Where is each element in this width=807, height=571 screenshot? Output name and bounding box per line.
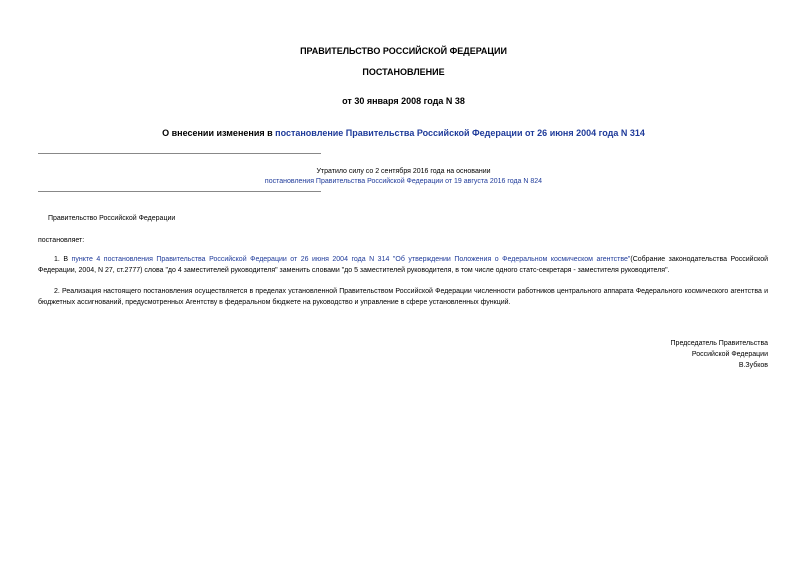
doc-date: от 30 января 2008 года N 38 [342,96,465,106]
header-org: ПРАВИТЕЛЬСТВО РОССИЙСКОЙ ФЕДЕРАЦИИ [300,46,507,56]
item-1 [38,254,768,276]
bottom-divider [38,191,321,192]
item-1-prefix: 1. В [54,256,72,263]
decrees: постановляет: [38,237,85,244]
doc-type: ПОСТАНОВЛЕНИЕ [362,67,445,77]
sign-title-line-2: Российской Федерации [691,351,768,358]
annul-link[interactable]: постановления Правительства Российской Федерации от 19 августа 2016 года N 824 [264,178,543,185]
doc-title-prefix: О внесении изменения в [162,128,276,138]
annul-note: Утратило силу со 2 сентября 2016 года на основании [316,168,491,175]
item-1-rest: (Собрание законодательства Российской Федерации, 2004, N 27, ст.2777) слова "до 4 заместителей руководителя" заменить словами "до 5 заместителей руководителя, в том числе одного статс-секретаря - заместителя руководителя". [38,256,769,274]
issuer: Правительство Российской Федерации [48,215,176,222]
item-1-link-2[interactable]: "Об утверждении Положения о Федеральном космическом агентстве" [392,256,631,263]
top-divider [38,153,321,154]
item-2: 2. Реализация настоящего постановления осуществляется в пределах установленной Правительством Российской Федерации численности работников центрального аппарата Федерального космического агентства и бюджетных ассигнований, предусмотренных Агентству в федеральном бюджете на руководство и управление в сфере установленных функций. [38,288,768,306]
item-1-link-1[interactable]: пункте 4 постановления Правительства Российской Федерации от 26 июня 2004 года N 314 [71,256,390,263]
signature-block [671,338,768,371]
doc-title [0,128,807,139]
sign-name: В.Зубков [738,362,768,369]
doc-title-link[interactable]: постановление Правительства Российской Федерации от 26 июня 2004 года N 314 [275,128,645,138]
sign-title-line-1: Председатель Правительства [670,340,768,347]
